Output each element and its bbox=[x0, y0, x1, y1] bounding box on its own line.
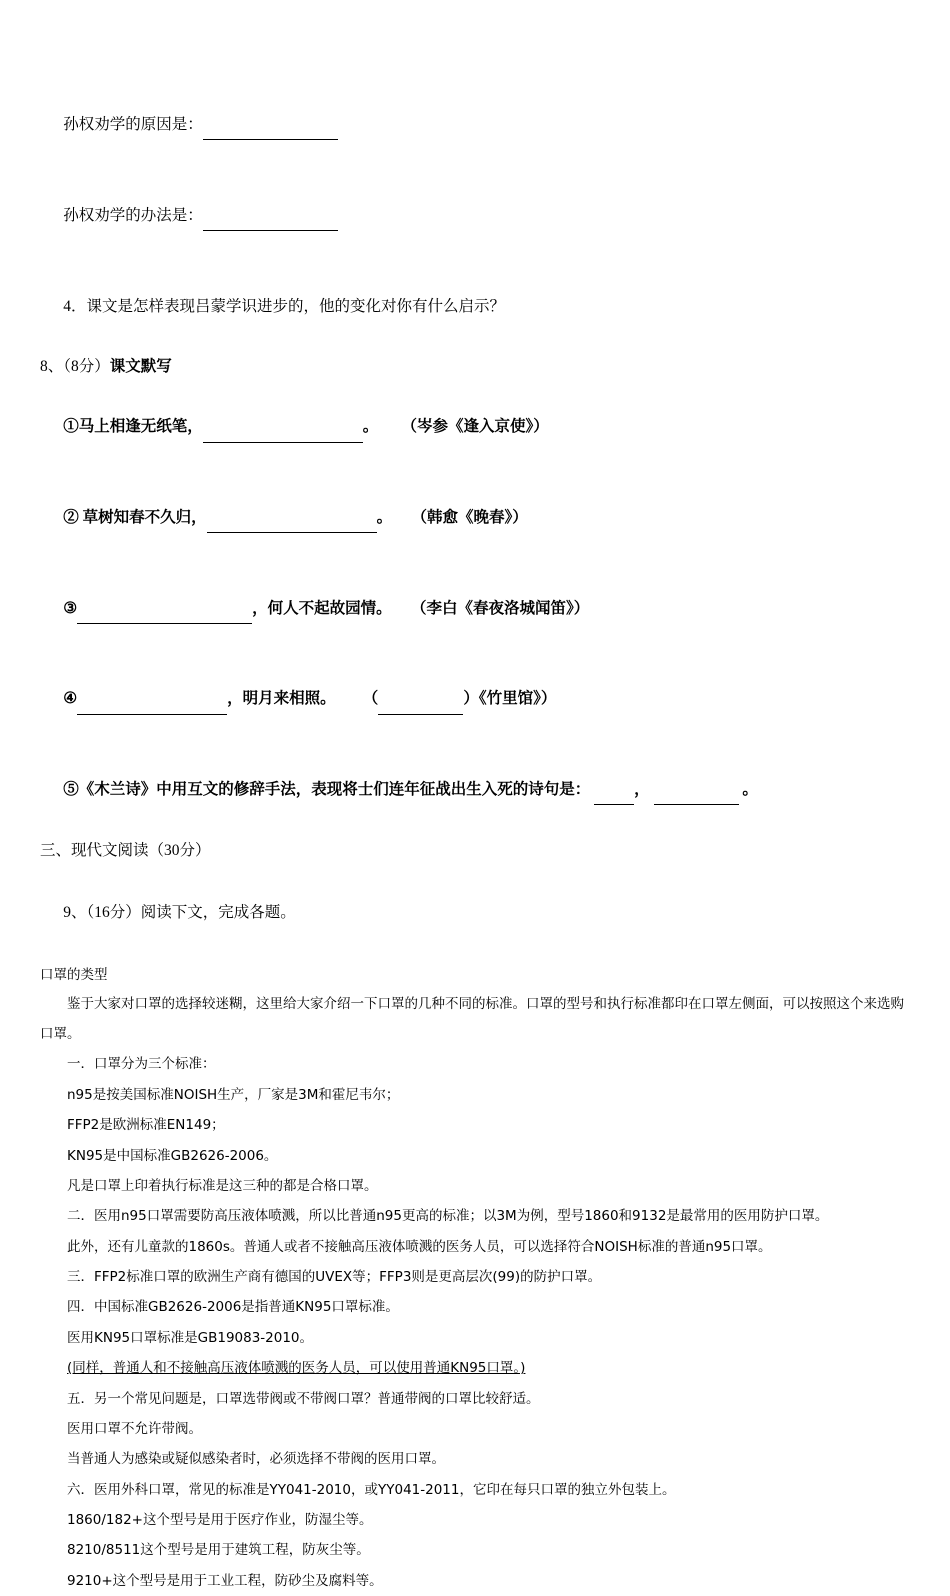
item-3-source: （李白《春夜洛城闻笛》） bbox=[411, 599, 590, 617]
passage-paragraph bbox=[40, 1384, 912, 1414]
passage-paragraph bbox=[40, 1323, 912, 1353]
answer-blank[interactable] bbox=[654, 789, 739, 806]
paragraph-text: KN95是中国标准GB2626-2006。 bbox=[67, 1147, 278, 1164]
question-8-number: 8、（8分） bbox=[40, 357, 110, 375]
section-three-text: 三、现代文阅读（30分） bbox=[40, 842, 211, 860]
paragraph-text: n95是按美国标准NOISH生产，厂家是3M和霍尼韦尔； bbox=[67, 1086, 400, 1103]
passage-paragraph bbox=[40, 989, 912, 1050]
paragraph-text: 六．医用外科口罩，常见的标准是YY041-2010，或YY041-2011，它印在每只口罩的独立外包装上。 bbox=[67, 1481, 676, 1498]
dictation-item-3 bbox=[40, 564, 912, 655]
passage-paragraph bbox=[40, 1262, 912, 1292]
paragraph-text: (同样，普通人和不接触高压液体喷溅的医务人员，可以使用普通KN95口罩。) bbox=[67, 1360, 526, 1377]
question-8-heading bbox=[40, 352, 912, 382]
answer-blank[interactable] bbox=[378, 698, 463, 715]
passage-paragraph bbox=[40, 1201, 912, 1231]
item-1-source: （岑参《逢入京使》） bbox=[401, 418, 549, 436]
item-1-punct: 。 bbox=[362, 418, 379, 436]
passage-paragraph bbox=[40, 1049, 912, 1079]
passage-paragraph bbox=[40, 1080, 912, 1110]
dictation-item-1 bbox=[40, 382, 912, 473]
answer-blank[interactable] bbox=[77, 607, 252, 624]
answer-blank[interactable] bbox=[77, 698, 227, 715]
paragraph-text: 一．口罩分为三个标准： bbox=[67, 1056, 216, 1073]
paragraph-text: 1860/182+这个型号是用于医疗作业，防湿尘等。 bbox=[67, 1512, 373, 1529]
paragraph-text: 此外，还有儿童款的1860s。普通人或者不接触高压液体喷溅的医务人员，可以选择符合NOISH标准的普通n95口罩。 bbox=[67, 1238, 772, 1255]
paragraph-text: 医用口罩不允许带阀。 bbox=[67, 1420, 202, 1437]
item-5-punct: ， bbox=[634, 781, 650, 799]
paragraph-text: 8210/8511这个型号是用于建筑工程，防灰尘等。 bbox=[67, 1542, 370, 1559]
question-8-title: 课文默写 bbox=[109, 357, 172, 375]
answer-blank[interactable] bbox=[594, 789, 634, 806]
passage-paragraph bbox=[40, 1505, 912, 1535]
passage-paragraph bbox=[40, 1566, 912, 1596]
question-line-cause bbox=[40, 80, 912, 171]
answer-blank[interactable] bbox=[203, 215, 338, 232]
item-5-end: 。 bbox=[742, 781, 758, 799]
question-line-method bbox=[40, 171, 912, 262]
item-3-marker: ③ bbox=[63, 599, 78, 617]
passage-paragraph bbox=[40, 1141, 912, 1171]
passage-title bbox=[40, 962, 912, 989]
item-4-source-open: （ bbox=[362, 690, 379, 708]
answer-blank[interactable] bbox=[203, 426, 363, 443]
question-4 bbox=[40, 261, 912, 352]
paragraph-text: FFP2是欧洲标准EN149； bbox=[67, 1117, 225, 1134]
passage-paragraph-underlined bbox=[40, 1353, 912, 1383]
paragraph-text: 当普通人为感染或疑似感染者时，必须选择不带阀的医用口罩。 bbox=[67, 1451, 445, 1468]
question-text: 孙权劝学的原因是： bbox=[63, 116, 203, 134]
passage-paragraph bbox=[40, 1475, 912, 1505]
item-4-marker: ④ bbox=[63, 690, 78, 708]
passage-paragraph bbox=[40, 1232, 912, 1262]
question-9-text: 9、（16分）阅读下文，完成各题。 bbox=[63, 904, 296, 922]
dictation-item-5 bbox=[40, 745, 912, 836]
item-4-source-close: ）《竹里馆》） bbox=[463, 690, 557, 708]
passage-title-text: 口罩的类型 bbox=[40, 966, 108, 983]
item-2-text: ② 草树知春不久归， bbox=[63, 509, 207, 527]
item-2-punct: 。 bbox=[376, 509, 393, 527]
paragraph-text: 医用KN95口罩标准是GB19083-2010。 bbox=[67, 1329, 314, 1346]
paragraph-text: 二．医用n95口罩需要防高压液体喷溅，所以比普通n95更高的标准；以3M为例，型号1860和9132是最常用的医用防护口罩。 bbox=[67, 1208, 829, 1225]
paragraph-text: 鉴于大家对口罩的选择较迷糊，这里给大家介绍一下口罩的几种不同的标准。口罩的型号和执行标准都印在口罩左侧面，可以按照这个来选购口罩。 bbox=[40, 995, 904, 1043]
section-three-heading bbox=[40, 835, 912, 868]
item-2-source: （韩愈《晚春》） bbox=[411, 509, 528, 527]
paragraph-text: 凡是口罩上印着执行标准是这三种的都是合格口罩。 bbox=[67, 1177, 378, 1194]
paragraph-text: 9210+这个型号是用于工业工程，防砂尘及腐料等。 bbox=[67, 1572, 383, 1589]
passage-paragraph bbox=[40, 1292, 912, 1322]
passage-paragraph bbox=[40, 1444, 912, 1474]
passage-paragraph bbox=[40, 1110, 912, 1140]
answer-blank[interactable] bbox=[203, 124, 338, 141]
dictation-item-2 bbox=[40, 473, 912, 564]
question-4-text: 4．课文是怎样表现吕蒙学识进步的，他的变化对你有什么启示？ bbox=[63, 297, 506, 315]
item-1-text: ①马上相逢无纸笔， bbox=[63, 418, 203, 436]
item-4-text: ，明月来相照。 bbox=[227, 690, 336, 708]
item-5-text: ⑤《木兰诗》中用互文的修辞手法，表现将士们连年征战出生入死的诗句是： bbox=[63, 781, 591, 799]
paragraph-text: 三．FFP2标准口罩的欧洲生产商有德国的UVEX等；FFP3则是更高层次(99)的防护口罩。 bbox=[67, 1269, 602, 1286]
answer-blank[interactable] bbox=[207, 517, 377, 534]
passage-paragraph bbox=[40, 1414, 912, 1444]
paragraph-text: 五．另一个常见问题是，口罩选带阀或不带阀口罩？普通带阀的口罩比较舒适。 bbox=[67, 1390, 540, 1407]
item-3-text: ，何人不起故园情。 bbox=[252, 599, 392, 617]
passage-paragraph bbox=[40, 1535, 912, 1565]
document-content bbox=[40, 80, 912, 1596]
dictation-item-4 bbox=[40, 654, 912, 745]
passage-paragraph bbox=[40, 1171, 912, 1201]
question-text: 孙权劝学的办法是： bbox=[63, 206, 203, 224]
question-9 bbox=[40, 868, 912, 959]
paragraph-text: 四．中国标准GB2626-2006是指普通KN95口罩标准。 bbox=[67, 1299, 399, 1316]
